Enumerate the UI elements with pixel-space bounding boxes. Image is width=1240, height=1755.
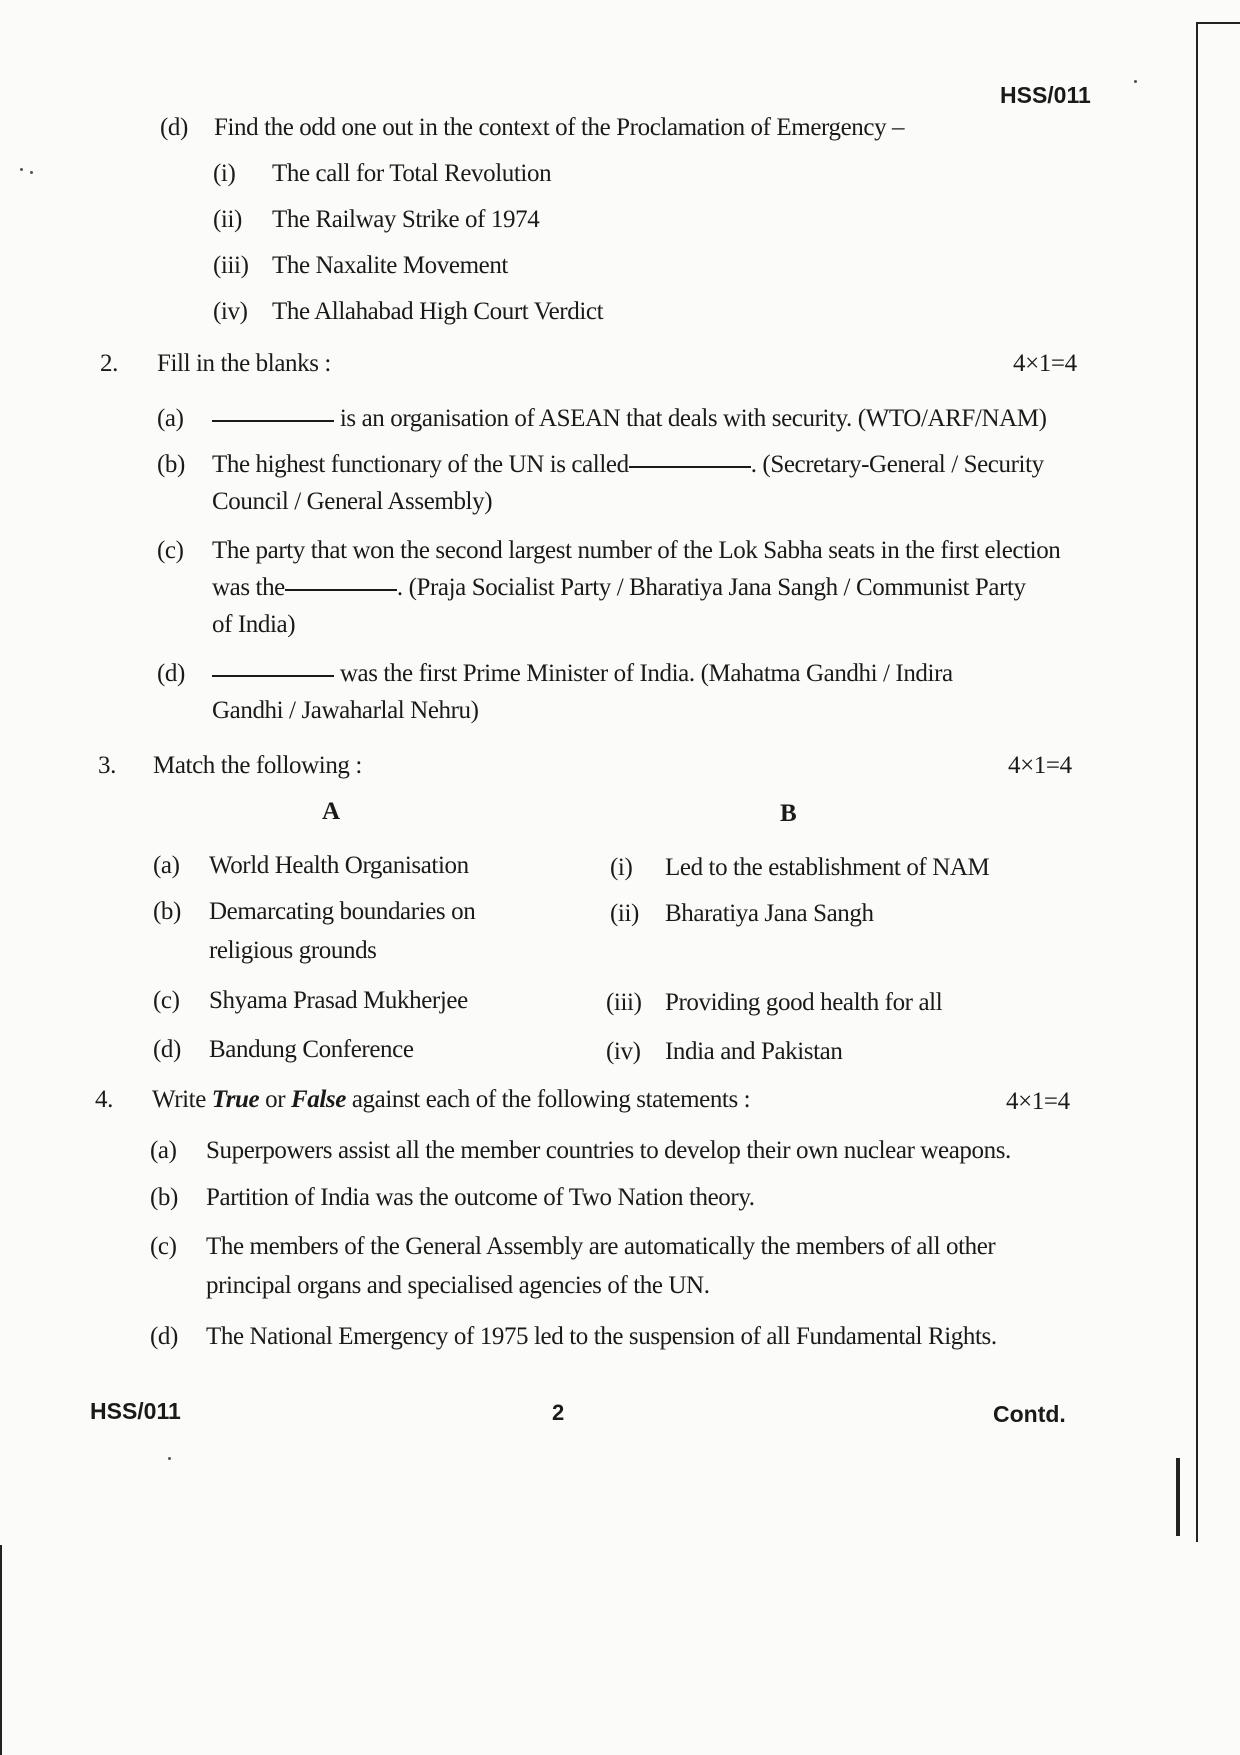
q2c-line1: The party that won the second largest number of the Lok Sabha seats in the first election [212,537,1061,564]
scan-border-left [0,1545,2,1755]
q2c-post: . (Praja Socialist Party / Bharatiya Jana Sangh / Communist Party [396,574,1026,601]
q3-a-text: Shyama Prasad Mukherjee [209,987,468,1014]
q1d-text: Find the odd one out in the context of the Proclamation of Emergency – [214,114,905,141]
q2d-label: (d) [157,660,185,687]
scan-speck [20,168,23,171]
q2c-line3: of India) [212,611,296,638]
q3-column-b-heading: B [780,800,797,827]
footer-code: HSS/011 [90,1398,181,1424]
q4-item-label: (c) [150,1233,177,1260]
q1d-option-num: (iv) [213,298,248,325]
q3-a-text: Bandung Conference [209,1036,414,1063]
q2-marks: 4×1=4 [1013,350,1077,377]
q2-title: Fill in the blanks : [157,350,331,377]
q1d-option-text: The call for Total Revolution [272,160,552,187]
q2d-line [212,660,953,688]
q2-number: 2. [100,350,118,377]
q4-post: against each of the following statements : [351,1086,751,1113]
q3-b-label: (i) [610,854,633,881]
q3-a-label: (d) [153,1036,181,1063]
q3-column-a-heading: A [322,798,340,825]
q2b-line [212,451,1044,479]
scan-speck [30,171,33,174]
q3-marks: 4×1=4 [1008,752,1072,779]
q2b-label: (b) [157,451,185,478]
q4-item-text: The members of the General Assembly are automatically the members of all other [206,1233,996,1260]
q2a-line [212,405,1047,433]
q4-or-word: or [265,1086,286,1113]
scan-border-top [1196,22,1240,24]
q4-false-word: False [291,1086,346,1113]
q3-b-label: (ii) [610,900,639,927]
q3-title: Match the following : [153,752,362,779]
q3-a-label: (b) [153,898,181,925]
scan-mark-right [1176,1458,1180,1536]
q1d-option-text: The Railway Strike of 1974 [272,206,540,233]
q1d-option-text: The Naxalite Movement [272,252,508,279]
q3-b-text: Bharatiya Jana Sangh [665,900,874,927]
q3-a-text-line2: religious grounds [209,937,377,964]
q2b-pre: The highest functionary of the UN is called [212,451,629,478]
header-code: HSS/011 [1000,82,1091,108]
q1d-option-num: (ii) [213,206,242,233]
scan-speck [168,1457,171,1460]
q4-item-text-line2: principal organs and specialised agencies of the UN. [206,1272,710,1299]
answer-blank [629,465,751,468]
q3-b-text: India and Pakistan [665,1038,843,1065]
q2c-pre: was the [212,574,285,601]
q2b-line2: Council / General Assembly) [212,488,493,515]
q2d-text: was the first Prime Minister of India. (Mahatma Gandhi / Indira [339,660,953,687]
q3-a-label: (c) [153,987,180,1014]
answer-blank [212,419,334,422]
q3-b-label: (iv) [606,1038,641,1065]
q1d-option-text: The Allahabad High Court Verdict [272,298,604,325]
q1d-option-num: (i) [213,160,236,187]
scan-speck [1134,80,1137,83]
q4-item-label: (b) [150,1184,178,1211]
answer-blank [285,588,397,591]
q3-number: 3. [98,752,116,779]
q4-number: 4. [95,1086,113,1113]
q3-b-text: Providing good health for all [665,989,943,1016]
q3-b-text: Led to the establishment of NAM [665,854,990,881]
page-number: 2 [552,1400,565,1425]
q3-a-label: (a) [153,852,180,879]
q4-marks: 4×1=4 [1006,1088,1070,1115]
q4-title [152,1086,750,1114]
q2c-label: (c) [157,537,184,564]
q2a-label: (a) [157,405,184,432]
q3-b-label: (iii) [606,989,642,1016]
q2d-line2: Gandhi / Jawaharlal Nehru) [212,697,479,724]
q1d-label: (d) [160,114,188,141]
q4-item-label: (a) [150,1137,177,1164]
q4-pre: Write [152,1086,206,1113]
q4-true-word: True [211,1086,260,1113]
q4-item-text: The National Emergency of 1975 led to the suspension of all Fundamental Rights. [206,1323,997,1350]
q4-item-text: Superpowers assist all the member countries to develop their own nuclear weapons. [206,1137,1011,1164]
answer-blank [212,674,334,677]
q3-a-text: Demarcating boundaries on [209,898,476,925]
q2b-post: . (Secretary-General / Security [750,451,1044,478]
q3-a-text: World Health Organisation [209,852,469,879]
q4-item-text: Partition of India was the outcome of Two Nation theory. [206,1184,755,1211]
q2a-text: is an organisation of ASEAN that deals with security. (WTO/ARF/NAM) [339,405,1047,432]
q2c-line2 [212,574,1026,602]
q4-item-label: (d) [150,1323,178,1350]
q1d-option-num: (iii) [213,252,249,279]
contd-label: Contd. [993,1401,1066,1427]
scan-border-right [1196,22,1198,1542]
